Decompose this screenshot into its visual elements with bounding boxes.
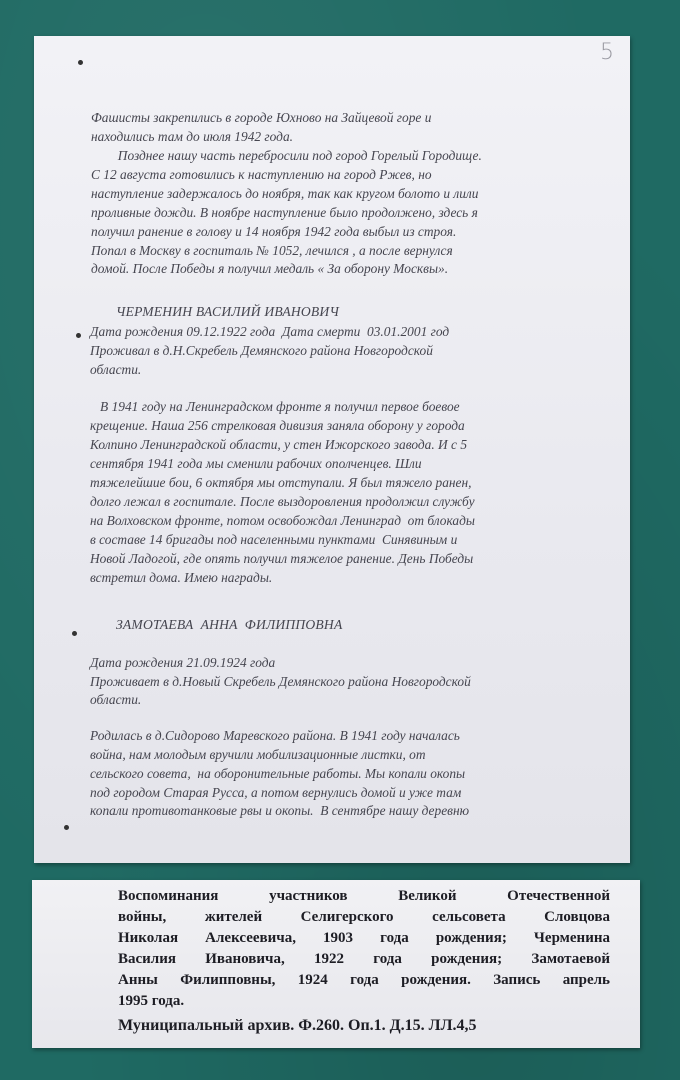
caption-line: войны, жителей Селигерского сельсовета Словцова [118, 909, 610, 925]
text-line: встретил дома. Имею награды. [90, 570, 273, 585]
pin-hole [76, 333, 81, 338]
text-line: под городом Старая Русса, а потом вернулись домой и уже там [90, 785, 462, 800]
archive-reference: Муниципальный архив. Ф.260. Оп.1. Д.15. ЛЛ.4,5 [118, 1017, 477, 1034]
text-line: находились там до июля 1942 года. [91, 129, 293, 144]
text-line: в составе 14 бригады под населенными пунктами Синявиным и [90, 532, 458, 547]
text-line: копали противотанковые рвы и окопы. В сентябре нашу деревню [90, 803, 470, 818]
archive-document-page [34, 36, 630, 863]
text-line: война, нам молодым вручили мобилизационные листки, от [90, 747, 426, 762]
text-line: В 1941 году на Ленинградском фронте я получил первое боевое [90, 399, 460, 414]
text-line: Фашисты закрепились в городе Юхново на Зайцевой горе и [91, 110, 432, 125]
caption-line: Василия Ивановича, 1922 года рождения; Замотаевой [118, 951, 610, 967]
text-line: домой. После Победы я получил медаль « За оборону Москвы». [91, 261, 449, 276]
exhibit-caption [32, 880, 640, 1048]
text-line: на Волховском фронте, потом освобождал Ленинград от блокады [90, 513, 475, 528]
text-line: С 12 августа готовились к наступлению на город Ржев, но [91, 167, 432, 182]
pin-hole [78, 60, 83, 65]
person-heading: ЧЕРМЕНИН ВАСИЛИЙ ИВАНОВИЧ [116, 304, 340, 319]
text-line: тяжелейшие бои, 6 октября мы отступали. Я был тяжело ранен, [90, 475, 472, 490]
text-line: наступление задержалось до ноября, так как кругом болото и лили [91, 186, 479, 201]
caption-line: 1995 года. [118, 993, 185, 1009]
text-line: сентября 1941 года мы сменили рабочих ополченцев. Шли [90, 456, 422, 471]
text-line: сельского совета, на оборонительные работы. Мы копали окопы [90, 766, 466, 781]
text-line: долго лежал в госпитале. После выздоровления продолжил службу [90, 494, 475, 509]
text-line: Колпино Ленинградской области, у стен Ижорского завода. И с 5 [90, 437, 468, 452]
text-line: Дата рождения 09.12.1922 года Дата смерти 03.01.2001 год [90, 324, 450, 339]
text-line: проливные дожди. В ноябре наступление было продолжено, здесь я [91, 205, 478, 220]
text-line: Попал в Москву в госпиталь № 1052, лечился , а после вернулся [91, 243, 453, 258]
text-line: области. [90, 362, 142, 377]
page-number: 5 [600, 40, 614, 65]
text-line: Позднее нашу часть перебросили под город Горелый Городище. [91, 148, 482, 163]
pin-hole [64, 825, 69, 830]
text-line: Новой Ладогой, где опять получил тяжелое ранение. День Победы [90, 551, 474, 566]
caption-line: Николая Алексеевича, 1903 года рождения; Черменина [118, 930, 610, 946]
text-line: Проживал в д.Н.Скребель Демянского района Новгородской [90, 343, 433, 358]
text-line: крещение. Наша 256 стрелковая дивизия заняла оборону у города [90, 418, 465, 433]
text-line: Родилась в д.Сидорово Маревского района. В 1941 году началась [90, 728, 460, 743]
text-line: получил ранение в голову и 14 ноября 1942 года выбыл из строя. [91, 224, 457, 239]
text-line: области. [90, 692, 142, 707]
person-heading: ЗАМОТАЕВА АННА ФИЛИППОВНА [116, 617, 343, 632]
text-line: Проживает в д.Новый Скребель Демянского района Новгородской [90, 674, 471, 689]
text-line: Дата рождения 21.09.1924 года [90, 655, 276, 670]
caption-line: Анны Филипповны, 1924 года рождения. Запись апрель [118, 972, 610, 988]
caption-line: Воспоминания участников Великой Отечественной [118, 888, 610, 904]
pin-hole [72, 631, 77, 636]
